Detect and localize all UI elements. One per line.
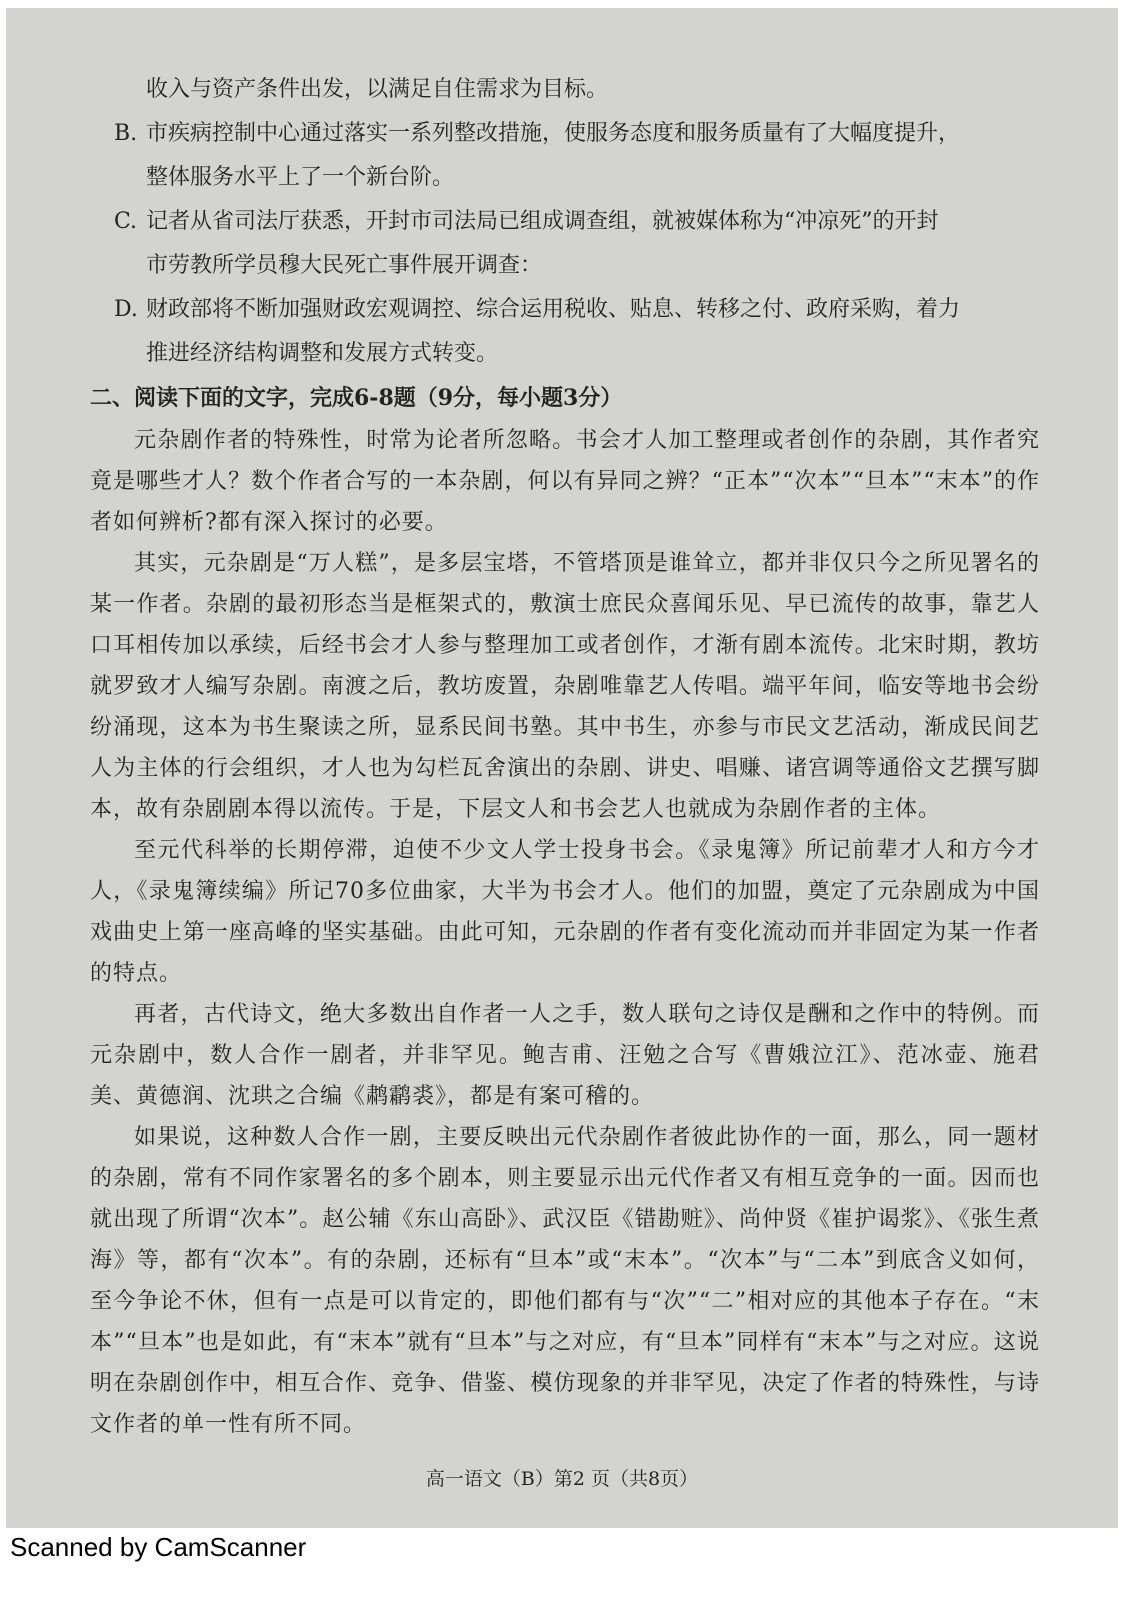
option-d-line1: 财政部将不断加强财政宏观调控、综合运用税收、贴息、转移之付、政府采购，着力 <box>146 297 961 322</box>
paragraph-5: 如果说，这种数人合作一剧，主要反映出元代杂剧作者彼此协作的一面，那么，同一题材的杂剧，常有不同作家署名的多个剧本，则主要显示出元代作者又有相互竞争的一面。因而也就出现了所谓“次本”。赵公辅《东山高卧》、武汉臣《错勘赃》、尚仲贤《崔护谒浆》、《张生煮海》等，都有“次本”。有的杂剧，还标有“旦本”或“末本”。“次本”与“二本”到底含义如何，至今争论不休，但有一点是可以肯定的，即他们都有与“次”“二”相对应的其他本子存在。“末本”“旦本”也是如此，有“末本”就有“旦本”与之对应，有“旦本”同样有“末本”与之对应。这说明在杂剧创作中，相互合作、竞争、借鉴、模仿现象的并非罕见，决定了作者的特殊性，与诗文作者的单一性有所不同。 <box>90 1125 1040 1437</box>
paragraph-3: 至元代科举的长期停滞，迫使不少文人学士投身书会。《录鬼簿》所记前辈才人和方今才人，《录鬼簿续编》所记70多位曲家，大半为书会才人。他们的加盟，奠定了元杂剧成为中国戏曲史上第一座高峰的坚实基础。由此可知，元杂剧的作者有变化流动而并非固定为某一作者的特点。 <box>90 838 1040 986</box>
option-b <box>90 112 1040 156</box>
page-content <box>90 68 1040 1445</box>
option-c-line2: 市劳教所学员穆大民死亡事件展开调查： <box>146 253 543 278</box>
scanner-watermark: Scanned by CamScanner <box>10 1532 307 1562</box>
paragraph-1: 元杂剧作者的特殊性，时常为论者所忽略。书会才人加工整理或者创作的杂剧，其作者究竟是哪些才人？数个作者合写的一本杂剧，何以有异同之辨？“正本”“次本”“旦本”“末本”的作者如何辨析?都有深入探讨的必要。 <box>90 428 1040 535</box>
option-a-tail: 收入与资产条件出发，以满足自住需求为目标。 <box>146 77 609 102</box>
page-footer: 高一语文（B）第2 页（共8页） <box>425 1468 699 1490</box>
option-c <box>90 200 1040 244</box>
option-b-line1: 市疾病控制中心通过落实一系列整改措施，使服务态度和服务质量有了大幅度提升， <box>146 121 961 146</box>
section-title: 二、阅读下面的文字，完成6-8题（9分，每小题3分） <box>90 385 623 411</box>
option-d-line2: 推进经济结构调整和发展方式转变。 <box>146 341 499 366</box>
option-b-label: B. <box>114 121 138 146</box>
option-c-line1: 记者从省司法厅获悉，开封市司法局已组成调查组，就被媒体称为“冲凉死”的开封 <box>146 209 939 234</box>
option-c-label: C. <box>114 209 138 234</box>
option-b-line2: 整体服务水平上了一个新台阶。 <box>146 165 455 190</box>
option-d-label: D. <box>114 297 138 322</box>
scanned-page <box>6 8 1118 1528</box>
paragraph-2: 其实，元杂剧是“万人糕”，是多层宝塔，不管塔顶是谁耸立，都并非仅只今之所见署名的某一作者。杂剧的最初形态当是框架式的，敷演士庶民众喜闻乐见、早已流传的故事，靠艺人口耳相传加以承续，后经书会才人参与整理加工或者创作，才渐有剧本流传。北宋时期，教坊就罗致才人编写杂剧。南渡之后，教坊废置，杂剧唯靠艺人传唱。端平年间，临安等地书会纷纷涌现，这本为书生聚读之所，显系民间书塾。其中书生，亦参与市民文艺活动，渐成民间艺人为主体的行会组织，才人也为勾栏瓦舍演出的杂剧、讲史、唱赚、诸宫调等通俗文艺撰写脚本，故有杂剧剧本得以流传。于是，下层文人和书会艺人也就成为杂剧作者的主体。 <box>90 551 1040 822</box>
option-d <box>90 288 1040 332</box>
paragraph-4: 再者，古代诗文，绝大多数出自作者一人之手，数人联句之诗仅是酬和之作中的特例。而元杂剧中，数人合作一剧者，并非罕见。鲍吉甫、汪勉之合写《曹娥泣江》、范冰壶、施君美、黄德润、沈珙之合编《鹔鹴裘》，都是有案可稽的。 <box>90 1002 1040 1109</box>
